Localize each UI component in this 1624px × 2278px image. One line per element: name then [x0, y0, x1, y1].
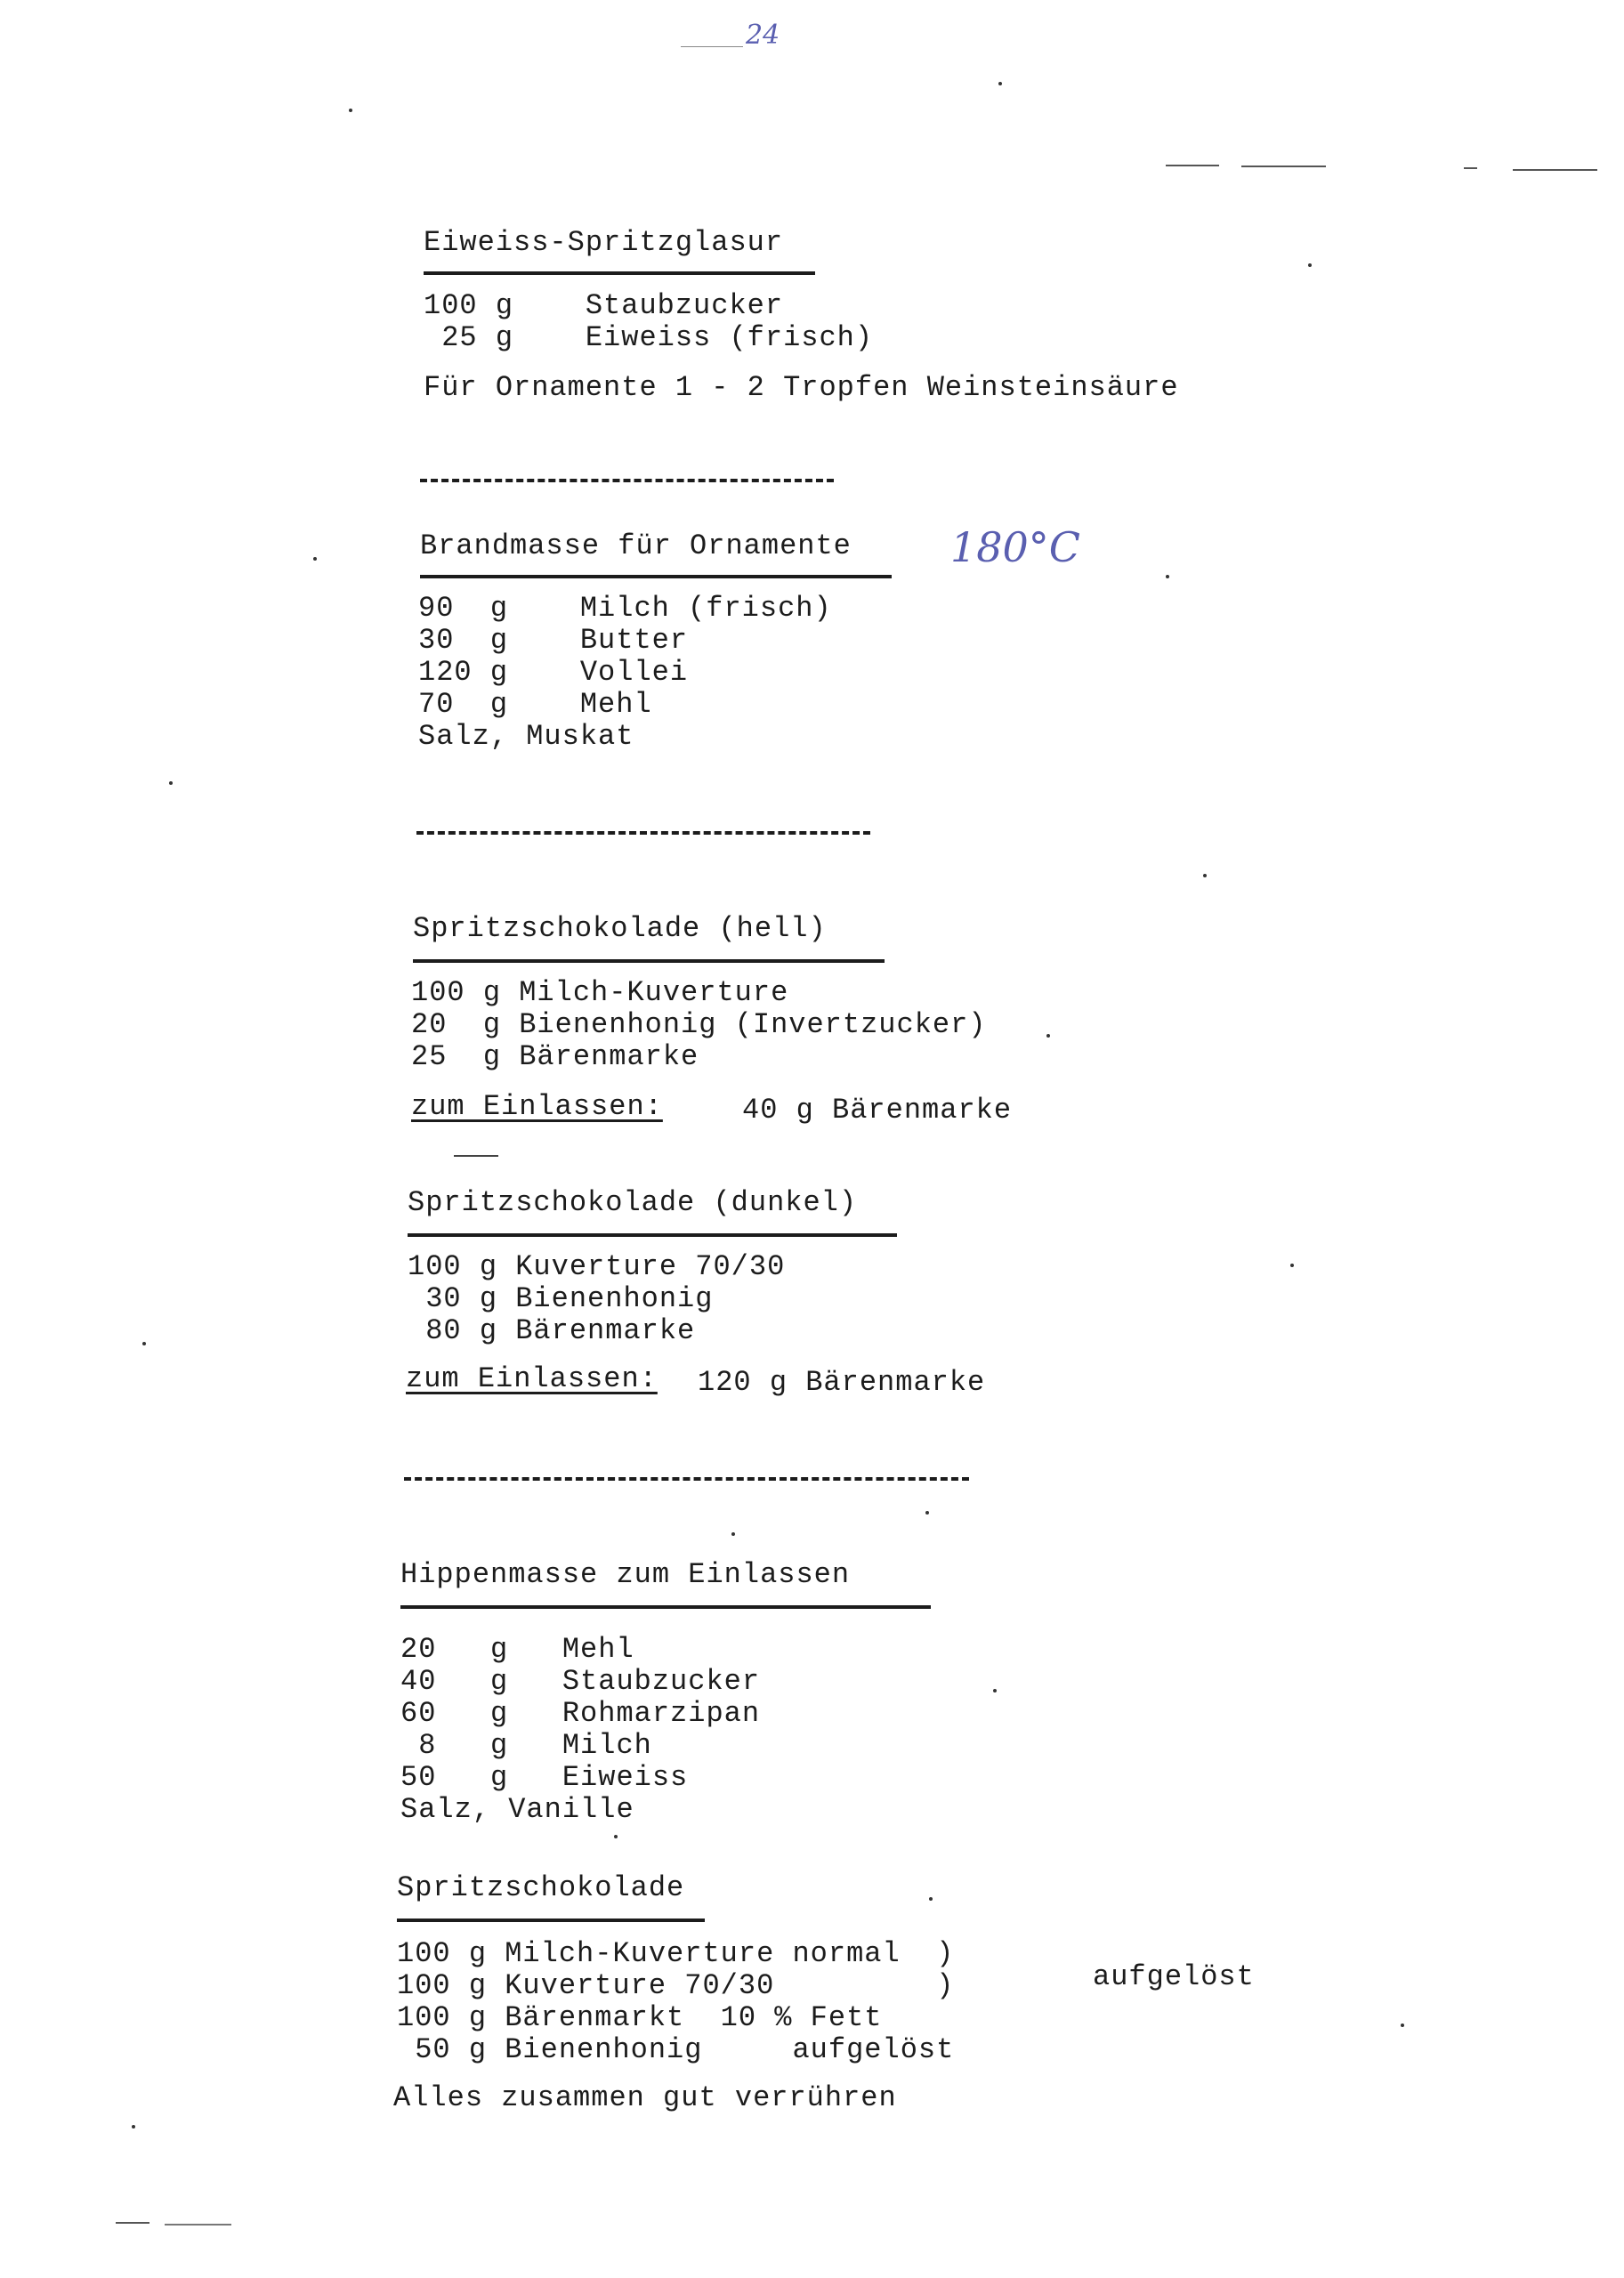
section-title: Spritzschokolade (hell): [413, 912, 827, 945]
ingredient-line: Salz, Muskat: [418, 720, 634, 753]
ingredient-line: 90 g Milch (frisch): [418, 592, 832, 625]
handwritten-temperature: 180°C: [950, 523, 1080, 571]
section-title: Brandmasse für Ornamente: [420, 529, 852, 562]
corner-dash: [1166, 165, 1219, 166]
stray-dash: [454, 1155, 498, 1157]
scan-speck: [998, 82, 1002, 85]
ingredient-line: 25 g Bärenmarke: [411, 1040, 699, 1073]
recipe-note: Für Ornamente 1 - 2 Tropfen Weinsteinsäure: [424, 371, 1179, 404]
ingredient-line: 20 g Mehl: [400, 1633, 634, 1666]
closing-instruction: Alles zusammen gut verrühren: [393, 2081, 897, 2114]
ingredient-line: 8 g Milch: [400, 1729, 652, 1762]
scan-speck: [929, 1897, 933, 1901]
scan-speck: [142, 1342, 146, 1345]
ingredient-line: 25 g Eiweiss (frisch): [424, 321, 874, 354]
scan-speck: [1203, 874, 1207, 877]
scan-speck: [731, 1532, 735, 1536]
section-title: Spritzschokolade: [397, 1871, 685, 1904]
corner-dash: [1241, 166, 1326, 167]
ingredient-line: 80 g Bärenmarke: [408, 1314, 696, 1347]
corner-dash: [116, 2222, 149, 2224]
ingredient-line: 100 g Milch-Kuverture: [411, 976, 789, 1009]
section-title: Eiweiss-Spritzglasur: [424, 226, 784, 259]
ingredient-line: 100 g Bärenmarkt 10 % Fett: [397, 2001, 883, 2034]
ingredient-line: 40 g Staubzucker: [400, 1665, 761, 1698]
section-separator: [404, 1477, 969, 1481]
scan-speck: [1046, 1034, 1050, 1038]
ingredient-line: 100 g Kuverture 70/30: [408, 1250, 786, 1283]
ingredient-line: 30 g Butter: [418, 624, 689, 657]
corner-dash: [1513, 169, 1597, 171]
scan-speck: [132, 2125, 135, 2129]
page-number: 24: [746, 20, 780, 51]
title-underline: [424, 271, 815, 275]
ingredient-line: 30 g Bienenhonig: [408, 1282, 714, 1315]
einlassen-label: zum Einlassen:: [406, 1362, 658, 1395]
scan-speck: [614, 1835, 618, 1838]
section-separator: [416, 831, 870, 835]
ingredient-line: 100 g Kuverture 70/30 ): [397, 1969, 955, 2002]
scan-speck: [1401, 2024, 1404, 2027]
side-note: aufgelöst: [1093, 1960, 1255, 1993]
title-underline: [420, 575, 892, 578]
einlassen-label: zum Einlassen:: [411, 1090, 663, 1123]
scan-speck: [313, 557, 317, 561]
section-separator: [420, 479, 834, 482]
title-underline: [400, 1605, 931, 1609]
einlassen-value: 120 g Bärenmarke: [698, 1366, 986, 1399]
section-title: Spritzschokolade (dunkel): [408, 1186, 858, 1219]
ingredient-line: 20 g Bienenhonig (Invertzucker): [411, 1008, 987, 1041]
title-underline: [397, 1919, 705, 1922]
ingredient-line: 50 g Eiweiss: [400, 1761, 689, 1794]
ingredient-line: 100 g Staubzucker: [424, 289, 784, 322]
scan-speck: [349, 109, 352, 112]
ingredient-line: 100 g Milch-Kuverture normal ): [397, 1937, 955, 1970]
scan-speck: [925, 1511, 929, 1515]
corner-dash: [1464, 167, 1477, 169]
section-title: Hippenmasse zum Einlassen: [400, 1558, 851, 1591]
scan-speck: [1290, 1264, 1294, 1267]
ingredient-line: 70 g Mehl: [418, 688, 652, 721]
scan-speck: [1166, 575, 1169, 578]
einlassen-value: 40 g Bärenmarke: [742, 1094, 1013, 1127]
ingredient-line: 120 g Vollei: [418, 656, 689, 689]
title-underline: [408, 1233, 897, 1237]
scan-speck: [993, 1689, 997, 1692]
scan-speck: [1308, 263, 1312, 267]
corner-dash: [165, 2224, 231, 2225]
ingredient-line: 50 g Bienenhonig aufgelöst: [397, 2033, 955, 2066]
title-underline: [413, 959, 885, 963]
ingredient-line: Salz, Vanille: [400, 1793, 634, 1826]
page-number-dash: [681, 46, 743, 47]
ingredient-line: 60 g Rohmarzipan: [400, 1697, 761, 1730]
scan-speck: [169, 781, 173, 785]
